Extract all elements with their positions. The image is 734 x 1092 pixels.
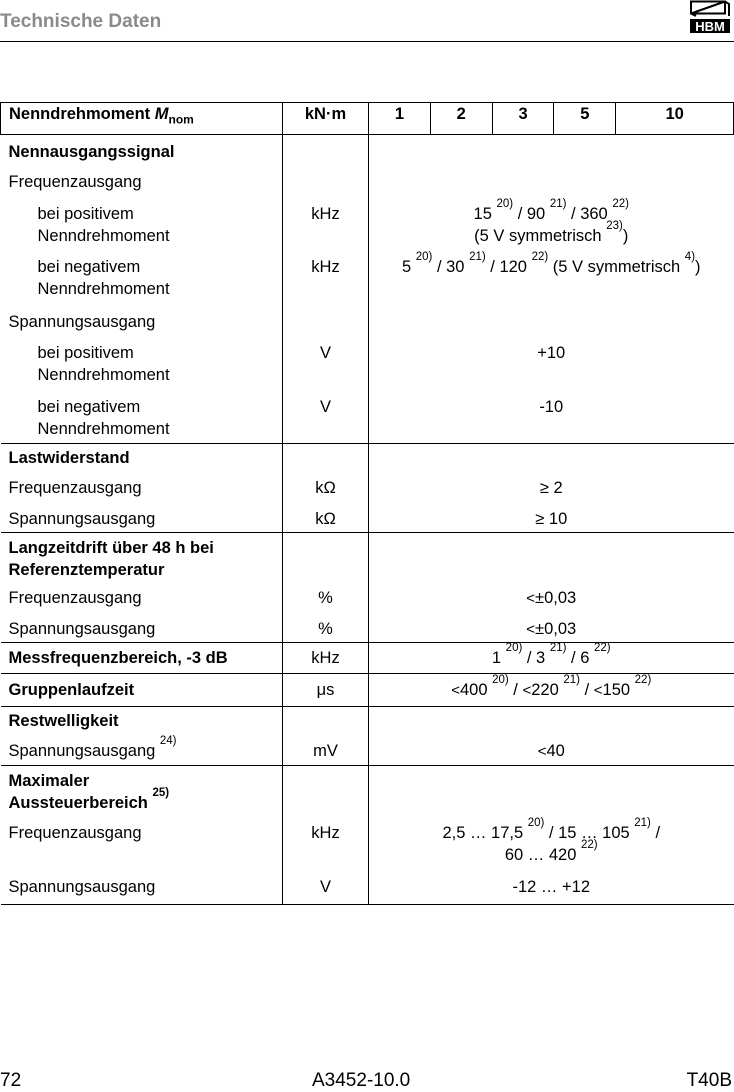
row-label: Frequenzausgang <box>1 822 283 876</box>
row-unit: kHz <box>283 822 369 876</box>
row-unit: kΩ <box>283 508 369 533</box>
section-title-group-delay: Gruppenlaufzeit <box>1 674 283 707</box>
row-unit: V <box>283 396 369 444</box>
row-value: ≥ 10 <box>369 508 734 533</box>
table-row <box>1 766 734 823</box>
row-value: -10 <box>369 396 734 444</box>
spec-table <box>0 102 734 905</box>
row-label: Frequenzausgang <box>1 477 283 508</box>
table-row <box>1 533 734 588</box>
row-value: <±0,03 <box>369 618 734 643</box>
row-unit: kΩ <box>283 477 369 508</box>
row-value: +10 <box>537 344 566 362</box>
header-label: Nenndrehmoment $M_{nom}$ <box>1 103 283 135</box>
row-unit: mV <box>283 740 369 766</box>
row-label: Frequenzausgang <box>1 587 283 618</box>
table-row <box>1 618 734 643</box>
product-name: T40B <box>686 1070 732 1091</box>
table-row <box>1 707 734 741</box>
section-title-drift: Langzeitdrift über 48 h bei Referenztemperatur <box>1 533 283 588</box>
header-rule <box>0 41 734 42</box>
row-value: -12 … +12 <box>369 876 734 905</box>
row-value: 5 $^{20)}$ / 30 $^{21)}$ / 120 $^{22)}$ (5 V symmetrisch $^{4)}$) <box>401 251 701 276</box>
table-row <box>1 444 734 478</box>
page-number: 72 <box>0 1070 22 1091</box>
table-row <box>1 396 734 444</box>
row-unit: V <box>283 342 369 396</box>
hbm-logo <box>688 0 732 34</box>
table-row <box>1 135 734 169</box>
table-row <box>1 876 734 905</box>
header-col-5: 5 <box>554 103 616 135</box>
page-header-title: Technische Daten <box>0 11 162 32</box>
row-unit: kHz <box>283 256 369 311</box>
row-label: Frequenzausgang <box>1 168 283 203</box>
table-row <box>1 508 734 533</box>
table-row <box>1 674 734 707</box>
row-label: bei positivem Nenndrehmoment <box>1 342 283 396</box>
row-unit: % <box>283 587 369 618</box>
section-title-measure: Messfrequenzbereich, -3 dB <box>1 643 283 674</box>
table-row <box>1 740 734 766</box>
row-label: bei positivem Nenndrehmoment <box>1 203 283 256</box>
row-unit: μs <box>283 674 369 707</box>
row-label: Spannungsausgang <box>1 618 283 643</box>
table-row <box>1 311 734 342</box>
row-unit: kHz <box>283 643 369 674</box>
row-value: <400 $^{20)}$ / <220 $^{21)}$ / <150 $^{22)}$ <box>369 674 734 707</box>
row-label: Spannungsausgang <box>1 876 283 905</box>
table-row <box>1 477 734 508</box>
row-unit: kHz <box>283 203 369 256</box>
header-col-10: 10 <box>616 103 734 135</box>
section-title-output: Nennausgangssignal <box>1 135 283 169</box>
section-title-ripple: Restwelligkeit <box>1 707 283 741</box>
section-title-range: Maximaler Aussteuerbereich $^{25)}$ <box>1 766 283 823</box>
row-value: <±0,03 <box>526 589 577 607</box>
svg-text:HBM: HBM <box>695 19 725 34</box>
row-label: bei negativem Nenndrehmoment <box>1 396 283 444</box>
row-unit: % <box>283 618 369 643</box>
row-value: 1 $^{20)}$ / 3 $^{21)}$ / 6 $^{22)}$ <box>369 643 734 674</box>
table-row <box>1 587 734 618</box>
row-label: bei negativem Nenndrehmoment <box>1 256 283 311</box>
row-value: <40 <box>369 740 734 766</box>
table-row <box>1 203 734 256</box>
table-row <box>1 342 734 396</box>
header-col-2: 2 <box>430 103 492 135</box>
table-row <box>1 256 734 311</box>
table-row <box>1 822 734 876</box>
header-col-3: 3 <box>492 103 554 135</box>
header-col-1: 1 <box>369 103 431 135</box>
row-unit: V <box>283 876 369 905</box>
row-label: Spannungsausgang <box>1 311 283 342</box>
table-row <box>1 643 734 674</box>
row-label: Spannungsausgang <box>1 508 283 533</box>
row-label: Spannungsausgang $^{24)}$ <box>1 740 283 766</box>
section-title-load: Lastwiderstand <box>1 444 283 478</box>
row-value: ≥ 2 <box>539 479 563 497</box>
header-unit: kN·m <box>283 103 369 135</box>
document-number: A3452-10.0 <box>312 1070 411 1091</box>
row-value: 15 $^{20)}$ / 90 $^{21)}$ / 360 $^{22)}$ (5 V symmetrisch $^{23)}$) <box>473 198 629 245</box>
row-value: 2,5 … 17,5 $^{20)}$ / 15 … 105 $^{21)}$ / 60 … 420 $^{22)}$ <box>442 817 661 864</box>
table-header-row <box>1 103 734 135</box>
